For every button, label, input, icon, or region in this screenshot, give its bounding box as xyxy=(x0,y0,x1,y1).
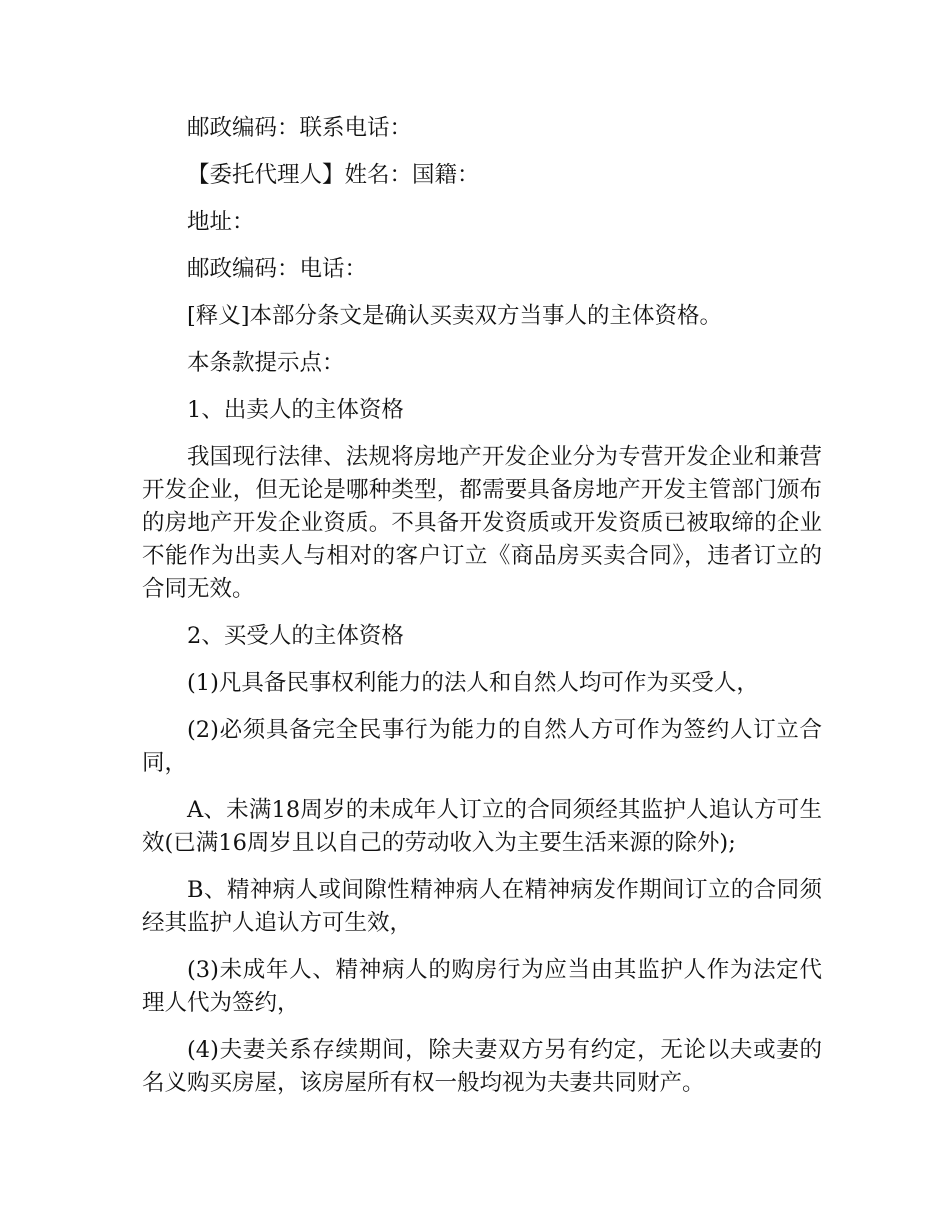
buyer-qualification-heading: 2、买受人的主体资格 xyxy=(187,623,404,649)
seller-qualification-heading: 1、出卖人的主体资格 xyxy=(187,397,404,423)
agent-name-nationality-line: 【委托代理人】姓名：国籍： xyxy=(187,162,480,188)
buyer-item-2-a: A、未满18周岁的未成年人订立的合同须经其监护人追认方可生效(已满16周岁且以自己的劳动收入为主要生活来源的除外); xyxy=(142,797,822,856)
postal-code-tel-line: 邮政编码：电话： xyxy=(187,256,368,282)
buyer-item-3: (3)未成年人、精神病人的购房行为应当由其监护人作为法定代理人代为签约， xyxy=(142,957,822,1016)
clause-tips-heading: 本条款提示点： xyxy=(187,350,345,376)
buyer-item-2: (2)必须具备完全民事行为能力的自然人方可作为签约人订立合同， xyxy=(142,717,822,776)
buyer-item-1: (1)凡具备民事权利能力的法人和自然人均可作为买受人， xyxy=(187,670,759,696)
address-line: 地址： xyxy=(187,209,255,235)
seller-qualification-paragraph: 我国现行法律、法规将房地产开发企业分为专营开发企业和兼营开发企业，但无论是哪种类型，都需要具备房地产开发主管部门颁布的房地产开发企业资质。不具备开发资质或开发资质已被取缔的企业不能作为出卖人与相对的客户订立《商品房买卖合同》，违者订立的合同无效。 xyxy=(142,444,822,602)
buyer-item-4: (4)夫妻关系存续期间，除夫妻双方另有约定，无论以夫或妻的名义购买房屋，该房屋所有权一般均视为夫妻共同财产。 xyxy=(142,1037,822,1096)
interpretation-paragraph: [释义]本部分条文是确认买卖双方当事人的主体资格。 xyxy=(187,303,723,329)
postal-code-phone-line: 邮政编码：联系电话： xyxy=(187,115,413,141)
document-body xyxy=(142,112,822,1100)
buyer-item-2-b: B、精神病人或间隙性精神病人在精神病发作期间订立的合同须经其监护人追认方可生效， xyxy=(142,877,822,936)
